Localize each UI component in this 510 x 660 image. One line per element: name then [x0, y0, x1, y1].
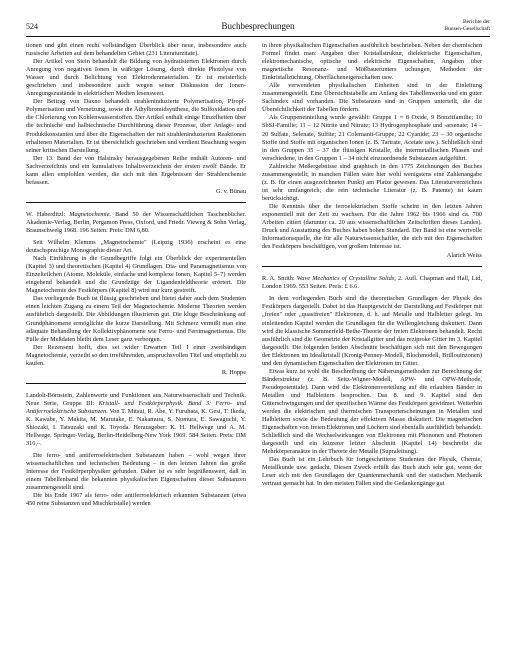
book-title: Wave Mechanics of Crystalline Solids,	[296, 275, 396, 283]
reviewer-signature: R. Hoppe	[221, 368, 246, 376]
book-publication-details: 2. Aufl. Chapman and Hall, Ltd, London 1969. 553 Seiten. Preis: £ 6.6.	[262, 275, 482, 291]
review-magnetochemie	[26, 211, 246, 377]
review-separator	[26, 202, 246, 203]
review-paragraph: Nach Einführung in die Grundbegriffe folgt ein Überblick der experimentellen (Kapitel 3) und theoretischen (Kapitel 4) Grundlagen. Dia- und Paramagnetismus von Einzelteilchen (Atome, Moleküle, einfache und komplexe Ionen, Kapitel 5–7) werden eingehend behandelt und die Grundzüge der Ligandenfeldtheorie erörtert. Die Magnetochemie des Festkörpers (Kapitel 8) wird nur kurz gestreift.	[26, 255, 246, 295]
review-wave-mechanics	[262, 275, 482, 488]
review-paragraph: In dem vorliegenden Buch sind die theoretischen Grundlagen der Physik des Festkörpers dargestellt. Dabei ist das Hauptgewicht der Darstellung auf Festkörper mit „freien" oder „quasifreien" Elektronen, d. h. auf Metalle und Halbleiter gelegt. Im einleitenden Kapitel werden die Grundlagen für die Wellengleichung diskutiert. Dann wird die klassische Sommerfeld-Bethe-Theorie der freien Elektronen behandelt. Recht ausführlich sind die Geometrie der Kristallgitter und das reziproke Gitter im 3. Kapitel dargestellt. Die folgenden beiden Abschnitte beschäftigen sich mit den Bewegungen der Elektronen im Idealkristall (Kronig-Penney-Modell, Blochmodell, Brillouinzonen) und den dynamischen Eigenschaften der Elektronen im Gitter.	[262, 295, 482, 367]
review-paragraph: Das vorliegende Buch ist flüssig geschrieben und bietet daher auch dem Studenten einen leichten Zugang zu einem Teil der Magnetochemie. Moderne Theorien werden ausführlich dargestellt. Die Abbildungen illustrieren gut. Die kluge Beschränkung auf Grundphänomene ermöglichte die kurze Darstellung. Mit Schmerz vermißt man eine adäquate Behandlung der Kollektivphänomene wie Ferro- und Ferrimagnetismus. Die Fülle der Meßdaten bleibt dem Leser ganz verborgen.	[26, 295, 246, 343]
right-column	[262, 42, 482, 654]
review-paragraph: Die Kenntnis über die ferroelektrischen Stoffe scheint in den letzten Jahren exponentiell mit der Zeit zu wachsen. Für die Jahre 1962 bis 1966 sind ca. 700 Arbeiten zitiert (darunter ca. 20 aus wissenschaftlichen Zeitschriften dieses Landes). Druck und Ausstattung des Buches haben hohen Standard. Der Band ist eine wertvolle Informationsquelle, die für alle Naturwissenschaftler, die sich mit den Eigenschaften des Festkörpers beschäftigen, von großem Interesse ist.	[262, 202, 482, 251]
review-radiation-chemistry-end	[26, 42, 246, 196]
journal-name	[444, 19, 490, 32]
book-citation	[26, 211, 246, 235]
review-paragraph: Seit Wilhelm Klemms „Magnetochemie" (Leipzig 1936) erscheint es eine deutschsprachige Monographie dieser Art.	[26, 239, 246, 255]
page-header	[26, 18, 490, 37]
journal-name-line-2: Bunsen-Gesellschaft	[444, 25, 490, 32]
review-paragraph: Zahlreiche Meßergebnisse sind graphisch in den 1775 Zeichnungen des Buches zusammengestellt; in manchen Fällen wäre hier wohl wenigstens eine Zahlenangabe (z. B. für einen ausgezeichneten Punkt) am Platze gewesen. Das Literaturverzeichnis ist sehr umfangreich; die rein technische Literatur (z. B. Patente) ist kaum berücksichtigt.	[262, 162, 482, 202]
book-publication-details: Von T. Mitsui, R. Abe, Y. Furuhata, K. Gesi, T. Ikeda, K. Kawabe, Y. Makita, M. Marutake, E. Nakamura, S. Nomura, E. Sawaguchi, Y. Shiozaki, I. Tatsuzaki und K. Toyoda. Herausgeber: K. H. Hellwege und A. M. Hellwege. Springer-Verlag, Berlin-Heidelberg-New York 1969. 584 Seiten. Preis: DM 316,–.	[26, 407, 246, 448]
review-paragraph: Als Gruppeneinteilung wurde gewählt: Gruppe 1 = 8 Oxide, 9 Bonzitfamilie; 10 SbSJ-Familie; 11 – 12 Nitrite und Nitrate; 13 Hydrogenphosphate und -arsenate; 14 – 20 Sulfate, Selenate, Sulfite; 21 Colemanit-Gruppe; 22 Cyanide; 23 – 30 organische Stoffe und Stoffe mit organischen Ionen (z. B. Tartrate, Acetate usw.). Schließlich sind in den Gruppen 35 – 37 die flüssigen Kristalle, die intermetallischen Phasen und verschiedene, in den Gruppen 1 – 34 nicht einzuordnende Substanzen aufgeführt.	[262, 114, 482, 162]
review-paragraph: Der Rezensent hofft, dies sei wider Erwarten Teil I einer zweibändigen Magnetochemie, verzeiht so den irreführenden, anspruchsvollen Titel und empfiehlt zu kaufen.	[26, 343, 246, 367]
review-separator	[262, 266, 482, 267]
review-paragraph: Der Artikel von Stein behandelt die Bildung von hydratisierten Elektronen durch Anregung von negativen Ionen in wäßriger Lösung, durch direkte Photolyse von Wasser und durch Belichtung von Elektrodenmaterialien. Er ist meisterlich geschrieben und insbesondere auch wegen seiner Diskussion der Ionen-Anregungszustände in elektrischen Medien lesenswert.	[26, 58, 246, 98]
review-paragraph: Alle verwendeten physikalischen Einheiten sind in der Einleitung zusammengestellt. Eine Übersichtstabelle am Anfang des Tabellenwerks und ein guter Sachindex sind vorhanden. Die Substanzen sind in Gruppen unterteilt, die die Übersichtlichkeit der Tabellen fördern.	[262, 82, 482, 114]
review-paragraph: in ihren physikalischen Eigenschaften ausführlich beschrieben. Neben der chemischen Formel findet man: Angaben über Kristallstruktur, dielektrische Eigenschaften, elektromechanische, optische und elektrische Eigenschaften, Angaben über magnetische Resonanz- und Mößbauerunters uchungen, Methoden der Einkristallzüchtung, Oberflächeneigenschaften usw.	[262, 42, 482, 82]
review-paragraph: tionen und gibt einen recht vollständigen Überblick über neue, insbesondere auch russische Arbeiten auf dem behandelten Gebiet (231 Literaturzitate).	[26, 42, 246, 58]
review-paragraph: Die ferro- und antiferroelektrischen Substanzen haben – wohl wegen ihrer wissenschaftlichen und technischen Bedeutung – in den letzten Jahren das große Interesse der Festkörperphysiker gefunden. Daher ist es sehr begrüßenswert, daß in einem Tabellenband die bekannten physikalischen Eigenschaften dieser Substanzen zusammengestellt sind.	[26, 452, 246, 492]
section-title: Buchbesprechungen	[221, 21, 295, 31]
reviewer-signature: Alarich Weiss	[446, 252, 482, 260]
review-landolt-boernstein-continued	[262, 42, 482, 260]
page-number: 524	[26, 22, 38, 31]
review-paragraph: Der 13. Band der von Halsinsky herausgegebenen Reihe enthält Autoren- und Sachverzeichnis und ein kumulatives Inhaltsverzeichnis der ersten zwölf Bände. Er kann allen empfohlen werden, die sich mit den Ergebnissen der Strahlenchemie befassen.	[26, 154, 246, 186]
book-series: Landolt-Börnstein, Zahlenwerte und Funktionen aus Naturwissenschaft und Technik. Neue Serie, Gruppe III:	[26, 391, 246, 407]
left-column	[26, 42, 246, 654]
book-title: Magnetochemie.	[69, 210, 112, 218]
book-author: R. A. Smith:	[262, 275, 295, 283]
review-paragraph: Die bis Ende 1967 als ferro- oder antiferroelektrisch erkannten Substanzen (etwa 450 reine Substanzen und Mischkristalle) werden	[26, 492, 246, 508]
review-paragraph: Etwas kurz ist wohl die Beschreibung der Näherungsmethoden zur Berechnung der Bänderstruktur (z. B. Seitz-Wigner-Modell, APW- und OPW-Methode, Pseudopotentiale). Dann wird die Elektronenverteilung auf die erlaubten Bänder in Metallen und Halbleitern besprochen. Das 8. und 9. Kapitel sind den Gitterschwingungen und der spezifischen Wärme des Festkörpers gewidmet. Weiterhin werden die elektrischen und thermischen Transporterscheinungen in Metallen und Halbleitern sowie die Bedeutung der effektiven Masse diskutiert. Die magnetischen Eigenschaften von freien Elektronen und Löchern sind ebenfalls ausführlich behandelt. Schließlich sind die Wechselwirkungen von Elektronen mit Phononen und Photonen dargestellt und ein kürzerer letzter Abschnitt (Kapitel 14) beschreibt die Mehrkörperansätze in der Theorie der Metalle (Supraleitung).	[262, 367, 482, 456]
review-paragraph: Der Beitrag von Daxno behandelt strahleninduzierte Polymerisation, Pfropf-Polymerisation und Vernetzung, sowie die Äthylbromidsynthese, die Sulfoxidation und die Chlorierung von Kohlenwasserstoffen. Der Artikel enthält einige Einzelheiten über die technische und halbtechnische Durchführung dieser Prozesse, über Anlage- und Produktkonstanten und über die Eigenschaften der mit strahleninduzierten Reaktionen erhaltenen Materialien. Er ist übersichtlich geschrieben und verdient Beachtung wegen seiner kritischen Darstellung.	[26, 98, 246, 154]
review-separator	[26, 383, 246, 384]
review-landolt-boernstein	[26, 392, 246, 509]
book-author: W. Haberditzl:	[26, 210, 66, 218]
review-paragraph: Das Buch ist ein Lehrbuch für fortgeschrittene Studenten der Physik, Chemie, Metallkunde usw. gedacht. Diesen Zweck erfüllt das Buch auch sehr gut, wenn der Leser sich mit den Grundlagen der Quantenmechanik und der statischen Mechanik vertraut gemacht hat. In den meisten Fällen sind die Gedankengänge gut	[262, 456, 482, 488]
book-citation	[262, 275, 482, 291]
journal-name-line-1: Berichte der	[462, 19, 490, 25]
book-publication-details: Band 50 der Wissenschaftlichen Taschenbücher. Akademie-Verlag, Berlin, Pergamon Press, Oxford, und Friedr. Vieweg & Sohn Verlag, Braunschweig 1968. 196 Seiten. Preis: DM 6,80.	[26, 210, 246, 234]
reviewer-signature: G. v. Bünau	[215, 187, 246, 195]
book-citation	[26, 392, 246, 448]
book-title: Kristall- und Festkörperphysik. Band 3: Ferro- und Antiferroelektrische Substanzen.	[26, 399, 246, 415]
